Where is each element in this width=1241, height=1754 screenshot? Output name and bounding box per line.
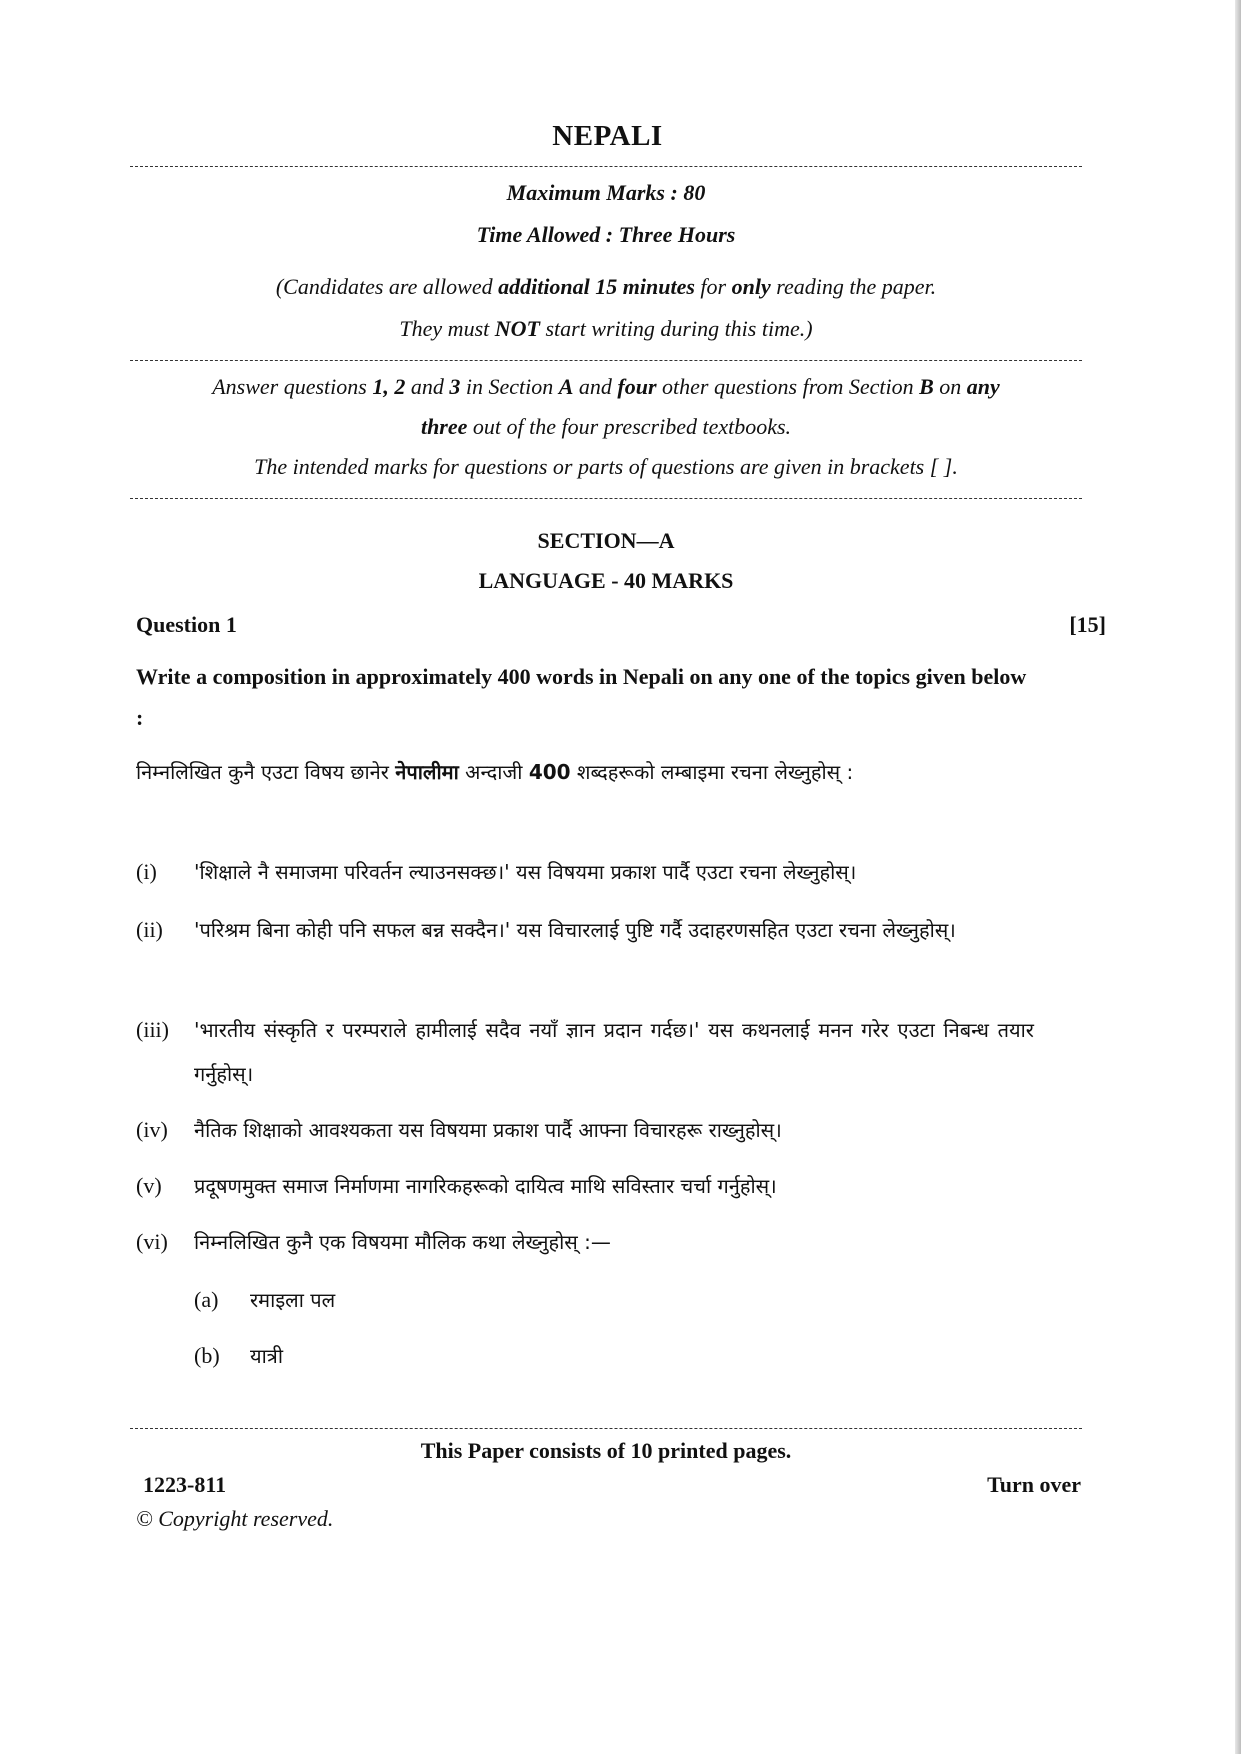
item-text: नैतिक शिक्षाको आवश्यकता यस विषयमा प्रकाश पार्दै आफ्ना विचारहरू राख्नुहोस्। [194, 1118, 782, 1142]
subject-title: NEPALI [552, 120, 663, 152]
nepali-instruction [136, 750, 1034, 794]
nepali-text: अन्दाजी [458, 760, 529, 784]
question-header [136, 612, 1106, 638]
turn-over: Turn over [987, 1472, 1081, 1497]
nepali-emphasis: नेपालीमा [395, 760, 459, 784]
paper-code: 1223-811 [143, 1472, 227, 1497]
item-text: 'शिक्षाले नै समाजमा परिवर्तन ल्याउनसक्छ।' यस विषयमा प्रकाश पार्दै एउटा रचना लेख्नुहोस्। [194, 860, 857, 884]
scan-edge [1235, 0, 1241, 1754]
time-allowed: Time Allowed : Three Hours [476, 222, 736, 247]
item-number: (ii) [136, 917, 163, 942]
instr-text: in Section [460, 374, 559, 399]
notice-emphasis: additional 15 minutes [498, 274, 695, 299]
instr-emphasis: three [420, 414, 468, 439]
copyright: © Copyright reserved. [136, 1506, 334, 1531]
notice-text: for [694, 274, 732, 299]
dashed-divider [130, 166, 1082, 167]
notice-text: (Candidates are allowed [275, 274, 499, 299]
instr-emphasis: A [558, 374, 574, 399]
question-label: Question 1 [136, 612, 237, 637]
pages-note: This Paper consists of 10 printed pages. [420, 1438, 792, 1463]
instr-emphasis: four [617, 374, 657, 399]
item-number: (vi) [136, 1229, 168, 1254]
item-text: प्रदूषणमुक्त समाज निर्माणमा नागरिकहरूको दायित्व माथि सविस्तार चर्चा गर्नुहोस्। [194, 1174, 777, 1198]
dashed-divider [130, 498, 1082, 499]
max-marks: Maximum Marks : 80 [506, 180, 706, 205]
nepali-text: निम्नलिखित कुनै एउटा विषय छानेर [136, 760, 396, 784]
instr-text: on [933, 374, 967, 399]
instr-text: and [405, 374, 450, 399]
instruction-line-2 [130, 414, 1082, 440]
nepali-text: शब्दहरूको लम्बाइमा रचना लेख्नुहोस् : [570, 760, 854, 784]
notice-line-1 [130, 274, 1082, 300]
instr-text: out of the four prescribed textbooks. [467, 414, 792, 439]
question-marks: [15] [1069, 612, 1106, 637]
notice-text: start writing during this time.) [539, 316, 813, 341]
instruction-line-1 [130, 374, 1082, 400]
dashed-divider [130, 1428, 1082, 1429]
section-subtitle: LANGUAGE - 40 MARKS [478, 568, 734, 593]
instr-emphasis: 3 [449, 374, 461, 399]
instr-emphasis: 1, 2 [372, 374, 406, 399]
notice-emphasis: only [731, 274, 771, 299]
item-number: (i) [136, 859, 157, 884]
item-text: निम्नलिखित कुनै एक विषयमा मौलिक कथा लेख्नुहोस् :— [194, 1230, 611, 1254]
instr-emphasis: any [966, 374, 1000, 399]
section-heading: SECTION—A [537, 528, 675, 553]
item-number: (iv) [136, 1117, 168, 1142]
item-text: 'भारतीय संस्कृति र परम्पराले हामीलाई सदैव नयाँ ज्ञान प्रदान गर्दछ।' यस कथनलाई मनन गरेर एउटा निबन्ध तयार गर्नुहोस्। [194, 1018, 1034, 1086]
notice-text: reading the paper. [770, 274, 937, 299]
sub-item-number: (a) [194, 1287, 219, 1312]
sub-item-text: यात्री [250, 1344, 283, 1368]
instr-emphasis: B [919, 374, 934, 399]
instr-text: and [573, 374, 618, 399]
instr-text: other questions from Section [656, 374, 920, 399]
instr-text: Answer questions [212, 374, 373, 399]
notice-emphasis: NOT [494, 316, 540, 341]
item-text: 'परिश्रम बिना कोही पनि सफल बन्न सक्दैन।' यस विचारलाई पुष्टि गर्दै उदाहरणसहित एउटा रचना लेख्नुहोस्। [194, 918, 956, 942]
sub-item-number: (b) [194, 1343, 220, 1368]
dashed-divider [130, 360, 1082, 361]
nepali-emphasis: 400 [528, 760, 571, 784]
item-number: (iii) [136, 1017, 169, 1042]
instruction-line-3: The intended marks for questions or parts of questions are given in brackets [ ]. [254, 454, 958, 479]
sub-item-text: रमाइला पल [250, 1288, 336, 1312]
item-number: (v) [136, 1173, 162, 1198]
notice-text: They must [399, 316, 495, 341]
notice-line-2 [130, 316, 1082, 342]
question-instruction: Write a composition in approximately 400 words in Nepali on any one of the topics given below : [136, 664, 1027, 730]
